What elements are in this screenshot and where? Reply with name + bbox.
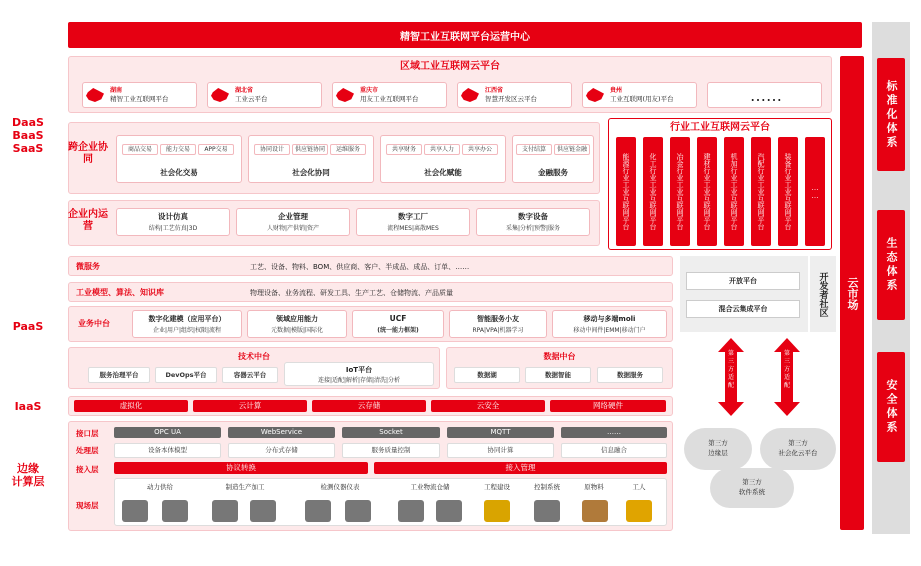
map-icon bbox=[586, 88, 604, 102]
model-content: 物理设备、业务流程、研发工具、生产工艺、仓储物流、产品质量 bbox=[250, 289, 453, 297]
province-more: …… bbox=[707, 82, 822, 108]
field-item-label: 工业物流仓储 bbox=[410, 483, 450, 491]
province-chongqing[interactable]: 重庆市 用友工业互联网平台 bbox=[332, 82, 447, 108]
field-layer-label: 现场层 bbox=[76, 501, 99, 510]
design-sim-card[interactable]: 设计仿真 结构|工艺仿真|3D bbox=[116, 208, 230, 236]
processing-item[interactable]: 设备本体模型 bbox=[114, 443, 221, 458]
industry-column[interactable]: 汽配行业工业互联网平台 bbox=[751, 137, 771, 246]
industry-column[interactable]: 能源行业工业互联网平台 bbox=[616, 137, 636, 246]
cloud-market[interactable]: 云市场 bbox=[840, 56, 864, 530]
tag[interactable]: 能力交易 bbox=[160, 144, 196, 155]
ecosystem[interactable]: 生态体系 bbox=[877, 210, 905, 320]
iaas-label: IaaS bbox=[14, 400, 42, 413]
security-system[interactable]: 安全体系 bbox=[877, 352, 905, 462]
processing-item[interactable]: 服务质量控制 bbox=[342, 443, 440, 458]
protocol-item[interactable]: OPC UA bbox=[114, 427, 221, 438]
field-item-label: 制造生产加工 bbox=[225, 483, 265, 491]
province-guizhou[interactable]: 贵州 工业互联网(用友)平台 bbox=[582, 82, 697, 108]
field-item-label: 工程建设 bbox=[484, 483, 510, 491]
enterprise-mgmt-card[interactable]: 企业管理 人财物|产供销|资产 bbox=[236, 208, 350, 236]
meter-icon bbox=[345, 500, 371, 522]
tag[interactable]: APP交易 bbox=[198, 144, 234, 155]
daas-label: DaaS BaaS SaaS bbox=[12, 116, 44, 155]
iot-platform[interactable]: IoT平台 连接|适配|解析|存储|清洗|分析 bbox=[284, 362, 434, 386]
data-item[interactable]: 数据服务 bbox=[597, 367, 663, 383]
cross-enterprise-label: 跨企业协同 bbox=[68, 142, 108, 165]
ingress-item[interactable]: 接入管理 bbox=[374, 462, 667, 474]
group-title: 社会化赋能 bbox=[424, 168, 462, 177]
engine-icon bbox=[162, 500, 188, 522]
digital-factory-card[interactable]: 数字工厂 流程MES|离散MES bbox=[356, 208, 470, 236]
tag[interactable]: 共享人力 bbox=[424, 144, 460, 155]
open-platform[interactable]: 开放平台 bbox=[686, 272, 800, 290]
industry-title: 行业工业互联网云平台 bbox=[670, 122, 770, 133]
protocol-item[interactable]: Socket bbox=[342, 427, 440, 438]
worker-icon bbox=[626, 500, 652, 522]
excavator-icon bbox=[484, 500, 510, 522]
data-item[interactable]: 数据湖 bbox=[454, 367, 520, 383]
processing-item[interactable]: 信息融合 bbox=[561, 443, 667, 458]
data-item[interactable]: 数据智能 bbox=[525, 367, 591, 383]
regional-title: 区域工业互联网云平台 bbox=[400, 61, 500, 72]
industry-column[interactable]: 装备行业工业互联网平台 bbox=[778, 137, 798, 246]
access-layer-label: 接口层 bbox=[76, 429, 99, 438]
standard-system[interactable]: 标准化体系 bbox=[877, 58, 905, 171]
iaas-item[interactable]: 云计算 bbox=[193, 400, 307, 412]
third-party-social-cloud: 第三方 社会化云平台 bbox=[760, 428, 836, 470]
robot-arm-icon bbox=[212, 500, 238, 522]
biz-card[interactable]: 移动与多端moli 移动中间件|EMM|移动门户 bbox=[552, 310, 667, 338]
field-item-label: 原物料 bbox=[584, 483, 604, 491]
iaas-item[interactable]: 云存储 bbox=[312, 400, 426, 412]
intra-enterprise-label: 企业内运营 bbox=[68, 209, 108, 232]
cnc-machine-icon bbox=[250, 500, 276, 522]
tag[interactable]: 支付结算 bbox=[516, 144, 552, 155]
tech-item[interactable]: 服务治理平台 bbox=[88, 367, 150, 383]
protocol-item[interactable]: MQTT bbox=[447, 427, 554, 438]
tech-center-title: 技术中台 bbox=[238, 352, 270, 361]
instrument-icon bbox=[305, 500, 331, 522]
group-title: 社会化协同 bbox=[292, 168, 330, 177]
industry-column[interactable]: 建材行业工业互联网平台 bbox=[697, 137, 717, 246]
tag[interactable]: 供应链协同 bbox=[292, 144, 328, 155]
iaas-item[interactable]: 网络硬件 bbox=[550, 400, 666, 412]
industry-panel bbox=[608, 118, 832, 250]
field-item-label: 动力供给 bbox=[147, 483, 173, 491]
tag[interactable]: 共享办公 bbox=[462, 144, 498, 155]
raw-material-icon bbox=[582, 500, 608, 522]
tag[interactable]: 协同设计 bbox=[254, 144, 290, 155]
tag[interactable]: 共享财务 bbox=[386, 144, 422, 155]
tech-item[interactable]: DevOps平台 bbox=[155, 367, 217, 383]
tag[interactable]: 供应链金融 bbox=[554, 144, 590, 155]
field-item-label: 控制系统 bbox=[534, 483, 560, 491]
ingress-layer-label: 接入层 bbox=[76, 465, 99, 474]
warehouse-icon bbox=[398, 500, 424, 522]
container-icon bbox=[436, 500, 462, 522]
page-title: 精智工业互联网平台运营中心 bbox=[68, 22, 862, 48]
business-center-label: 业务中台 bbox=[78, 319, 110, 328]
dev-community[interactable]: 开发者社区 bbox=[810, 256, 836, 332]
control-panel-icon bbox=[534, 500, 560, 522]
iaas-item[interactable]: 云安全 bbox=[431, 400, 545, 412]
map-icon bbox=[461, 88, 479, 102]
motor-icon bbox=[122, 500, 148, 522]
adapter-label: 第三方适配 bbox=[783, 350, 790, 389]
third-party-software-cloud: 第三方 软件系统 bbox=[710, 468, 794, 508]
tag[interactable]: 运维服务 bbox=[330, 144, 366, 155]
paas-label: PaaS bbox=[12, 320, 44, 333]
industry-column[interactable]: 冶金行业工业互联网平台 bbox=[670, 137, 690, 246]
province-hubei[interactable]: 湖北省 工业云平台 bbox=[207, 82, 322, 108]
microservice-label: 微服务 bbox=[76, 262, 100, 271]
biz-card[interactable]: 领域应用能力 元数据|模版|国际化 bbox=[247, 310, 347, 338]
adapter-label: 第三方适配 bbox=[727, 350, 734, 389]
field-item-label: 检测仪器仪表 bbox=[320, 483, 360, 491]
biz-card[interactable]: 智能服务小友 RPA|VPA|机器学习 bbox=[449, 310, 547, 338]
ingress-item[interactable]: 协议转换 bbox=[114, 462, 368, 474]
third-party-edge-cloud: 第三方 边缘层 bbox=[684, 428, 752, 470]
iaas-item[interactable]: 虚拟化 bbox=[74, 400, 188, 412]
edge-label: 边缘 计算层 bbox=[11, 462, 45, 488]
model-label: 工业模型、算法、知识库 bbox=[76, 288, 164, 297]
map-icon bbox=[86, 88, 104, 102]
hybrid-platform[interactable]: 混合云集成平台 bbox=[686, 300, 800, 318]
map-icon bbox=[336, 88, 354, 102]
microservice-content: 工艺、设备、物料、BOM、供应商、客户、半成品、成品、订单、…… bbox=[250, 263, 470, 271]
tech-item[interactable]: 容器云平台 bbox=[222, 367, 278, 383]
group-title: 社会化交易 bbox=[160, 168, 198, 177]
province-hunan[interactable]: 湖南 精智工业互联网平台 bbox=[82, 82, 197, 108]
industry-column[interactable]: …… bbox=[805, 137, 825, 246]
industry-column[interactable]: 化工行业工业互联网平台 bbox=[643, 137, 663, 246]
digital-device-card[interactable]: 数字设备 采集|分析|预警|服务 bbox=[476, 208, 590, 236]
group-title: 金融服务 bbox=[538, 168, 568, 177]
processing-item[interactable]: 协同计算 bbox=[447, 443, 554, 458]
tag[interactable]: 商品交易 bbox=[122, 144, 158, 155]
open-platform-panel bbox=[680, 256, 808, 332]
biz-card[interactable]: 数字化建模（应用平台） 企业|用户|组织|权限|流程 bbox=[132, 310, 242, 338]
industry-column[interactable]: 机加行业工业互联网平台 bbox=[724, 137, 744, 246]
data-center-title: 数据中台 bbox=[543, 352, 576, 361]
field-item-label: 工人 bbox=[632, 483, 646, 491]
province-jiangxi[interactable]: 江西省 智慧开发区云平台 bbox=[457, 82, 572, 108]
map-icon bbox=[211, 88, 229, 102]
processing-item[interactable]: 分布式存储 bbox=[228, 443, 335, 458]
biz-card[interactable]: UCF (统一能力框架) bbox=[352, 310, 444, 338]
protocol-item: …… bbox=[561, 427, 667, 438]
processing-layer-label: 处理层 bbox=[76, 446, 99, 455]
protocol-item[interactable]: WebService bbox=[228, 427, 335, 438]
